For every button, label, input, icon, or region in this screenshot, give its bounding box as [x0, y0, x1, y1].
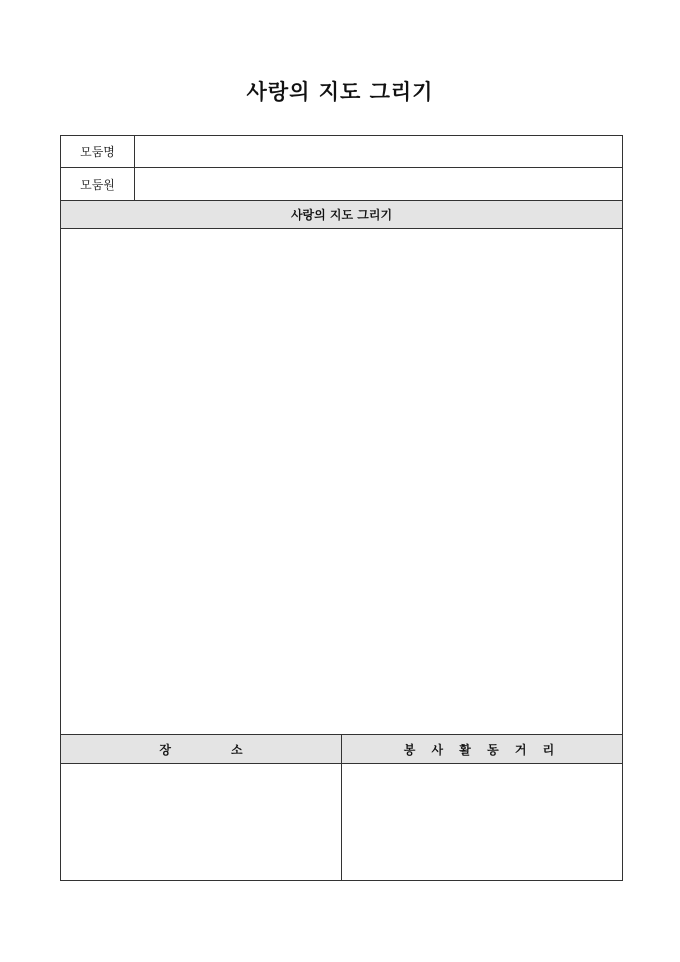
volunteer-activity-header-text: 봉 사 활 동 거 리 [403, 742, 561, 757]
group-name-label: 모둠명 [61, 136, 135, 168]
love-map-form [60, 135, 623, 881]
drawing-area[interactable] [61, 229, 623, 735]
members-field[interactable] [135, 168, 623, 201]
place-header-char-1: 장 [159, 742, 171, 757]
group-name-field[interactable] [135, 136, 623, 168]
place-entry-field[interactable] [61, 764, 342, 881]
place-header-char-2: 소 [231, 742, 243, 757]
volunteer-activity-header [342, 735, 623, 764]
members-label: 모둠원 [61, 168, 135, 201]
document-title: 사랑의 지도 그리기 [246, 79, 434, 104]
volunteer-activity-entry-field[interactable] [342, 764, 623, 881]
place-header [61, 735, 342, 764]
drawing-section-header: 사랑의 지도 그리기 [61, 201, 623, 229]
